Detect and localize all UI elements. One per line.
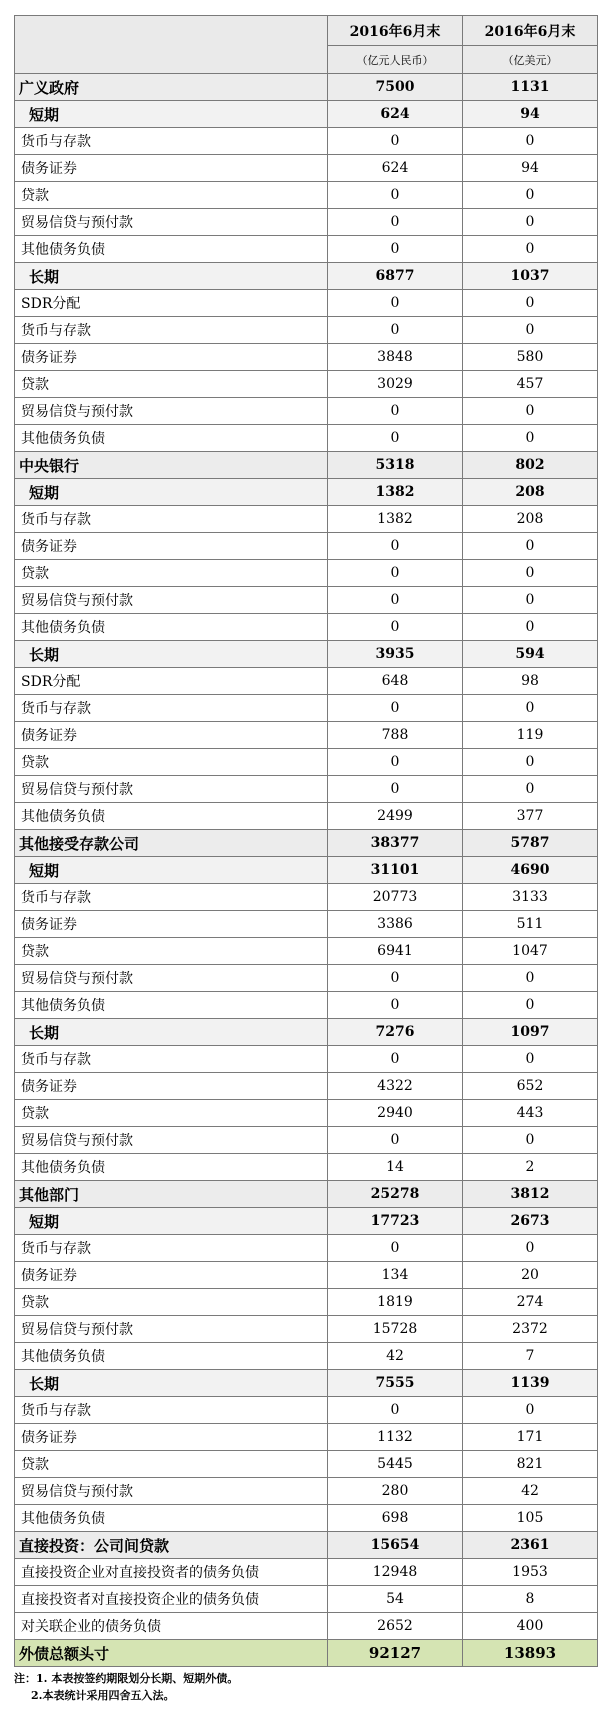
row-label: 货币与存款 [15, 128, 328, 155]
usd-value: 1047 [463, 938, 598, 965]
usd-value: 0 [463, 1127, 598, 1154]
table-row [15, 1100, 598, 1127]
table-header [15, 16, 598, 74]
table-row [15, 155, 598, 182]
cny-value: 1819 [328, 1289, 463, 1316]
cny-value: 5445 [328, 1451, 463, 1478]
cny-value: 3848 [328, 344, 463, 371]
cny-value: 7276 [328, 1019, 463, 1046]
table-row [15, 209, 598, 236]
usd-value: 171 [463, 1424, 598, 1451]
table-row [15, 911, 598, 938]
table-row [15, 425, 598, 452]
cny-value: 15728 [328, 1316, 463, 1343]
table-row [15, 344, 598, 371]
cny-value: 0 [328, 614, 463, 641]
cny-value: 1382 [328, 479, 463, 506]
usd-value: 0 [463, 749, 598, 776]
cny-value: 0 [328, 1397, 463, 1424]
usd-value: 42 [463, 1478, 598, 1505]
usd-value: 2372 [463, 1316, 598, 1343]
row-label: 长期 [15, 263, 328, 290]
usd-value: 0 [463, 614, 598, 641]
table-row [15, 803, 598, 830]
table-row [15, 479, 598, 506]
row-label: 贷款 [15, 938, 328, 965]
usd-value: 0 [463, 290, 598, 317]
usd-value: 105 [463, 1505, 598, 1532]
header-row-titles [15, 16, 598, 46]
table-row [15, 1640, 598, 1667]
row-label: 贸易信贷与预付款 [15, 965, 328, 992]
row-label: 对关联企业的债务负债 [15, 1613, 328, 1640]
row-label: 其他债务负债 [15, 1343, 328, 1370]
table-row [15, 1397, 598, 1424]
cny-value: 624 [328, 155, 463, 182]
table-row [15, 668, 598, 695]
row-label: 长期 [15, 1370, 328, 1397]
row-label: 中央银行 [15, 452, 328, 479]
row-label: 其他部门 [15, 1181, 328, 1208]
cny-value: 0 [328, 317, 463, 344]
usd-value: 13893 [463, 1640, 598, 1667]
usd-value: 652 [463, 1073, 598, 1100]
table-row [15, 236, 598, 263]
table-row [15, 884, 598, 911]
row-label: 货币与存款 [15, 1046, 328, 1073]
cny-value: 6877 [328, 263, 463, 290]
row-label: 贷款 [15, 182, 328, 209]
usd-value: 98 [463, 668, 598, 695]
usd-value: 208 [463, 506, 598, 533]
usd-value: 377 [463, 803, 598, 830]
row-label: 贷款 [15, 371, 328, 398]
cny-value: 0 [328, 236, 463, 263]
cny-value: 0 [328, 776, 463, 803]
table-row [15, 1505, 598, 1532]
table-row [15, 1289, 598, 1316]
row-label: 其他债务负债 [15, 614, 328, 641]
cny-value: 3029 [328, 371, 463, 398]
usd-value: 0 [463, 317, 598, 344]
table-row [15, 1559, 598, 1586]
cny-value: 7555 [328, 1370, 463, 1397]
table-row [15, 1370, 598, 1397]
cny-value: 0 [328, 182, 463, 209]
usd-value: 0 [463, 128, 598, 155]
table-row [15, 857, 598, 884]
row-label: 贸易信贷与预付款 [15, 776, 328, 803]
cny-value: 38377 [328, 830, 463, 857]
table-row [15, 1208, 598, 1235]
usd-value: 119 [463, 722, 598, 749]
cny-value: 0 [328, 533, 463, 560]
cny-value: 0 [328, 1046, 463, 1073]
usd-value: 4690 [463, 857, 598, 884]
table-row [15, 992, 598, 1019]
cny-value: 0 [328, 425, 463, 452]
row-label: 其他债务负债 [15, 1154, 328, 1181]
usd-value: 1097 [463, 1019, 598, 1046]
header-cny-unit: （亿元人民币） [328, 46, 463, 74]
row-label: 其他接受存款公司 [15, 830, 328, 857]
table-row [15, 749, 598, 776]
row-label: 贷款 [15, 1289, 328, 1316]
cny-value: 624 [328, 101, 463, 128]
row-label: 直接投资者对直接投资企业的债务负债 [15, 1586, 328, 1613]
header-blank-cell [15, 16, 328, 74]
header-usd-unit: （亿美元） [463, 46, 598, 74]
cny-value: 92127 [328, 1640, 463, 1667]
cny-value: 280 [328, 1478, 463, 1505]
usd-value: 0 [463, 992, 598, 1019]
cny-value: 54 [328, 1586, 463, 1613]
table-row [15, 1478, 598, 1505]
row-label: 债务证券 [15, 1424, 328, 1451]
row-label: 贸易信贷与预付款 [15, 398, 328, 425]
table-row [15, 1127, 598, 1154]
table-row [15, 1154, 598, 1181]
table-row [15, 398, 598, 425]
row-label: 贸易信贷与预付款 [15, 209, 328, 236]
cny-value: 0 [328, 290, 463, 317]
header-usd-title: 2016年6月末 [463, 16, 598, 46]
cny-value: 25278 [328, 1181, 463, 1208]
table-row [15, 1451, 598, 1478]
usd-value: 2 [463, 1154, 598, 1181]
row-label: 贷款 [15, 1451, 328, 1478]
usd-value: 20 [463, 1262, 598, 1289]
table-row [15, 290, 598, 317]
row-label: 外债总额头寸 [15, 1640, 328, 1667]
table-row [15, 587, 598, 614]
usd-value: 511 [463, 911, 598, 938]
table-row [15, 371, 598, 398]
row-label: 其他债务负债 [15, 236, 328, 263]
table-row [15, 1046, 598, 1073]
table-row [15, 263, 598, 290]
cny-value: 6941 [328, 938, 463, 965]
usd-value: 5787 [463, 830, 598, 857]
row-label: 货币与存款 [15, 1235, 328, 1262]
row-label: 债务证券 [15, 155, 328, 182]
external-debt-table [14, 15, 598, 1667]
row-label: SDR分配 [15, 290, 328, 317]
row-label: 货币与存款 [15, 884, 328, 911]
row-label: 货币与存款 [15, 506, 328, 533]
table-row [15, 722, 598, 749]
table-row [15, 1262, 598, 1289]
usd-value: 0 [463, 965, 598, 992]
usd-value: 0 [463, 425, 598, 452]
row-label: 贸易信贷与预付款 [15, 1316, 328, 1343]
cny-value: 2652 [328, 1613, 463, 1640]
usd-value: 1139 [463, 1370, 598, 1397]
usd-value: 802 [463, 452, 598, 479]
usd-value: 3133 [463, 884, 598, 911]
row-label: 其他债务负债 [15, 803, 328, 830]
cny-value: 5318 [328, 452, 463, 479]
cny-value: 2940 [328, 1100, 463, 1127]
usd-value: 443 [463, 1100, 598, 1127]
table-row [15, 1181, 598, 1208]
table-row [15, 533, 598, 560]
usd-value: 8 [463, 1586, 598, 1613]
cny-value: 12948 [328, 1559, 463, 1586]
table-row [15, 614, 598, 641]
usd-value: 821 [463, 1451, 598, 1478]
cny-value: 3386 [328, 911, 463, 938]
table-row [15, 1424, 598, 1451]
row-label: 贸易信贷与预付款 [15, 587, 328, 614]
cny-value: 0 [328, 965, 463, 992]
table-row [15, 1343, 598, 1370]
table-row [15, 1073, 598, 1100]
row-label: 直接投资企业对直接投资者的债务负债 [15, 1559, 328, 1586]
usd-value: 1131 [463, 74, 598, 101]
row-label: 货币与存款 [15, 695, 328, 722]
table-row [15, 1019, 598, 1046]
usd-value: 208 [463, 479, 598, 506]
row-label: 广义政府 [15, 74, 328, 101]
table-row [15, 1235, 598, 1262]
table-row [15, 695, 598, 722]
table-row [15, 965, 598, 992]
cny-value: 0 [328, 587, 463, 614]
usd-value: 0 [463, 533, 598, 560]
cny-value: 648 [328, 668, 463, 695]
row-label: 贸易信贷与预付款 [15, 1478, 328, 1505]
cny-value: 2499 [328, 803, 463, 830]
row-label: 短期 [15, 857, 328, 884]
row-label: 贷款 [15, 560, 328, 587]
usd-value: 0 [463, 182, 598, 209]
table-row [15, 938, 598, 965]
usd-value: 400 [463, 1613, 598, 1640]
cny-value: 1132 [328, 1424, 463, 1451]
cny-value: 31101 [328, 857, 463, 884]
table-row [15, 1316, 598, 1343]
cny-value: 134 [328, 1262, 463, 1289]
usd-value: 2361 [463, 1532, 598, 1559]
row-label: 债务证券 [15, 533, 328, 560]
cny-value: 15654 [328, 1532, 463, 1559]
cny-value: 0 [328, 398, 463, 425]
usd-value: 0 [463, 587, 598, 614]
cny-value: 0 [328, 1235, 463, 1262]
usd-value: 0 [463, 1235, 598, 1262]
row-label: 货币与存款 [15, 317, 328, 344]
row-label: 债务证券 [15, 1262, 328, 1289]
cny-value: 17723 [328, 1208, 463, 1235]
table-row [15, 1586, 598, 1613]
cny-value: 0 [328, 695, 463, 722]
row-label: 长期 [15, 1019, 328, 1046]
usd-value: 0 [463, 236, 598, 263]
row-label: 债务证券 [15, 344, 328, 371]
cny-value: 14 [328, 1154, 463, 1181]
table-row [15, 182, 598, 209]
row-label: 其他债务负债 [15, 1505, 328, 1532]
usd-value: 7 [463, 1343, 598, 1370]
usd-value: 1953 [463, 1559, 598, 1586]
row-label: 贷款 [15, 749, 328, 776]
row-label: 债务证券 [15, 722, 328, 749]
usd-value: 457 [463, 371, 598, 398]
table-row [15, 560, 598, 587]
usd-value: 2673 [463, 1208, 598, 1235]
cny-value: 42 [328, 1343, 463, 1370]
cny-value: 20773 [328, 884, 463, 911]
cny-value: 4322 [328, 1073, 463, 1100]
usd-value: 1037 [463, 263, 598, 290]
cny-value: 788 [328, 722, 463, 749]
table-row [15, 452, 598, 479]
table-row [15, 317, 598, 344]
usd-value: 0 [463, 560, 598, 587]
row-label: 短期 [15, 479, 328, 506]
cny-value: 0 [328, 1127, 463, 1154]
usd-value: 3812 [463, 1181, 598, 1208]
row-label: SDR分配 [15, 668, 328, 695]
table-row [15, 74, 598, 101]
row-label: 直接投资：公司间贷款 [15, 1532, 328, 1559]
row-label: 债务证券 [15, 1073, 328, 1100]
usd-value: 580 [463, 344, 598, 371]
usd-value: 94 [463, 155, 598, 182]
table-row [15, 776, 598, 803]
row-label: 货币与存款 [15, 1397, 328, 1424]
debt-table-container [14, 15, 597, 1704]
table-row [15, 506, 598, 533]
table-row [15, 1613, 598, 1640]
usd-value: 0 [463, 209, 598, 236]
usd-value: 0 [463, 1397, 598, 1424]
cny-value: 7500 [328, 74, 463, 101]
row-label: 短期 [15, 101, 328, 128]
table-body [15, 74, 598, 1667]
table-notes [14, 1670, 597, 1704]
cny-value: 0 [328, 209, 463, 236]
cny-value: 0 [328, 560, 463, 587]
header-cny-title: 2016年6月末 [328, 16, 463, 46]
table-row [15, 101, 598, 128]
note-line-1: 注：1. 本表按签约期限划分长期、短期外债。 [14, 1672, 239, 1685]
cny-value: 698 [328, 1505, 463, 1532]
row-label: 短期 [15, 1208, 328, 1235]
usd-value: 0 [463, 1046, 598, 1073]
cny-value: 0 [328, 128, 463, 155]
usd-value: 0 [463, 695, 598, 722]
table-row [15, 1532, 598, 1559]
usd-value: 0 [463, 776, 598, 803]
cny-value: 0 [328, 749, 463, 776]
cny-value: 1382 [328, 506, 463, 533]
row-label: 贷款 [15, 1100, 328, 1127]
usd-value: 594 [463, 641, 598, 668]
cny-value: 0 [328, 992, 463, 1019]
table-row [15, 641, 598, 668]
usd-value: 274 [463, 1289, 598, 1316]
table-row [15, 830, 598, 857]
row-label: 长期 [15, 641, 328, 668]
row-label: 其他债务负债 [15, 425, 328, 452]
row-label: 其他债务负债 [15, 992, 328, 1019]
table-row [15, 128, 598, 155]
usd-value: 0 [463, 398, 598, 425]
row-label: 贸易信贷与预付款 [15, 1127, 328, 1154]
cny-value: 3935 [328, 641, 463, 668]
row-label: 债务证券 [15, 911, 328, 938]
usd-value: 94 [463, 101, 598, 128]
note-line-2: 2.本表统计采用四舍五入法。 [31, 1689, 175, 1702]
